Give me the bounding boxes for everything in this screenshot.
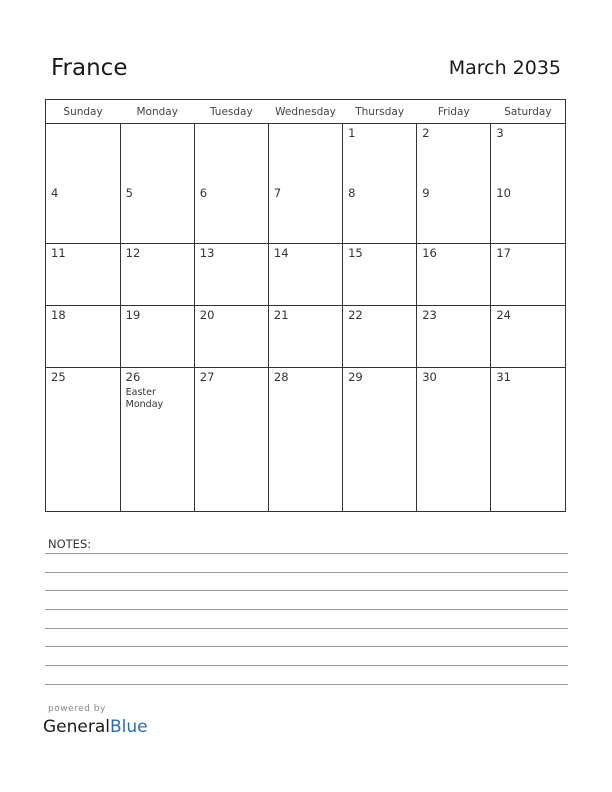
notes-label: NOTES: bbox=[48, 537, 92, 551]
day-number: 4 bbox=[51, 185, 59, 200]
note-line bbox=[45, 646, 568, 647]
day-number: 31 bbox=[496, 369, 511, 384]
day-number: 23 bbox=[422, 308, 437, 323]
day-cell bbox=[268, 367, 342, 511]
day-cell bbox=[194, 306, 268, 368]
day-number: 12 bbox=[125, 246, 141, 261]
day-number: 21 bbox=[273, 308, 289, 323]
day-number: 15 bbox=[348, 246, 363, 261]
day-number: 8 bbox=[348, 185, 356, 200]
day-cell bbox=[268, 184, 342, 244]
day-number: 3 bbox=[496, 126, 504, 140]
day-number: 18 bbox=[51, 308, 66, 323]
day-cell bbox=[46, 184, 120, 244]
holiday-label bbox=[126, 387, 189, 411]
day-cell bbox=[194, 244, 268, 306]
day-cell bbox=[120, 184, 194, 244]
day-number: 2 bbox=[422, 126, 430, 140]
day-number: 19 bbox=[125, 308, 141, 323]
day-cell bbox=[491, 124, 565, 184]
day-number: 24 bbox=[496, 308, 511, 323]
day-cell bbox=[268, 124, 342, 184]
day-number: 27 bbox=[199, 369, 215, 384]
week-row bbox=[46, 244, 565, 306]
weekday-header-row bbox=[46, 100, 565, 124]
calendar-grid bbox=[45, 99, 566, 512]
powered-by-text: powered by bbox=[48, 704, 106, 714]
country-title: France bbox=[51, 55, 128, 81]
note-line bbox=[45, 628, 568, 629]
weekday-sunday: Sunday bbox=[46, 100, 120, 124]
day-cell bbox=[194, 184, 268, 244]
day-number: 10 bbox=[496, 185, 511, 200]
weekday-monday: Monday bbox=[120, 100, 194, 124]
day-cell bbox=[343, 184, 417, 244]
day-number: 17 bbox=[496, 246, 511, 261]
day-cell bbox=[343, 124, 417, 184]
day-cell bbox=[120, 244, 194, 306]
month-year-title: March 2035 bbox=[448, 57, 561, 79]
weekday-friday: Friday bbox=[417, 100, 491, 124]
day-number: 22 bbox=[348, 308, 363, 323]
day-number: 30 bbox=[422, 369, 437, 384]
day-number: 13 bbox=[199, 246, 215, 261]
day-cell bbox=[46, 244, 120, 306]
day-cell bbox=[417, 244, 491, 306]
day-cell bbox=[46, 124, 120, 184]
day-cell bbox=[120, 124, 194, 184]
day-cell bbox=[343, 244, 417, 306]
weekday-wednesday: Wednesday bbox=[268, 100, 342, 124]
note-line bbox=[45, 684, 568, 685]
week-row bbox=[46, 367, 565, 511]
day-cell bbox=[194, 367, 268, 511]
day-cell bbox=[491, 306, 565, 368]
day-cell bbox=[46, 306, 120, 368]
holiday-label-line: Monday bbox=[125, 398, 164, 410]
note-line bbox=[45, 609, 568, 610]
day-number: 16 bbox=[422, 246, 437, 261]
note-line bbox=[45, 553, 568, 554]
day-cell bbox=[343, 367, 417, 511]
day-number: 6 bbox=[199, 185, 208, 200]
day-number: 1 bbox=[348, 126, 356, 140]
day-cell bbox=[491, 244, 565, 306]
day-cell bbox=[417, 184, 491, 244]
day-cell bbox=[491, 367, 565, 511]
brand-general: General bbox=[43, 717, 110, 737]
note-line bbox=[45, 665, 568, 666]
brand-blue: Blue bbox=[110, 717, 148, 737]
day-cell bbox=[491, 184, 565, 244]
day-cell bbox=[120, 367, 194, 511]
day-number: 5 bbox=[125, 185, 133, 200]
week-row bbox=[46, 306, 565, 368]
day-cell bbox=[417, 124, 491, 184]
day-cell bbox=[343, 306, 417, 368]
week-row bbox=[46, 124, 565, 184]
weekday-saturday: Saturday bbox=[491, 100, 565, 124]
day-number: 25 bbox=[51, 369, 66, 384]
day-cell bbox=[120, 306, 194, 368]
day-cell bbox=[417, 367, 491, 511]
generalblue-logo bbox=[43, 717, 148, 737]
day-cell bbox=[194, 124, 268, 184]
weekday-tuesday: Tuesday bbox=[194, 100, 268, 124]
day-number: 9 bbox=[422, 185, 430, 200]
day-number: 7 bbox=[273, 185, 282, 200]
day-number: 20 bbox=[199, 308, 215, 323]
note-line bbox=[45, 572, 568, 573]
day-number: 11 bbox=[51, 246, 66, 261]
day-number: 29 bbox=[348, 369, 363, 384]
weekday-thursday: Thursday bbox=[343, 100, 417, 124]
holiday-label-line: Easter bbox=[125, 386, 156, 398]
day-cell bbox=[46, 367, 120, 511]
day-cell bbox=[268, 244, 342, 306]
week-row bbox=[46, 184, 565, 244]
day-cell bbox=[268, 306, 342, 368]
note-line bbox=[45, 590, 568, 591]
day-number: 28 bbox=[273, 369, 289, 384]
day-cell bbox=[417, 306, 491, 368]
day-number: 14 bbox=[273, 246, 289, 261]
day-number: 26 bbox=[125, 369, 141, 384]
